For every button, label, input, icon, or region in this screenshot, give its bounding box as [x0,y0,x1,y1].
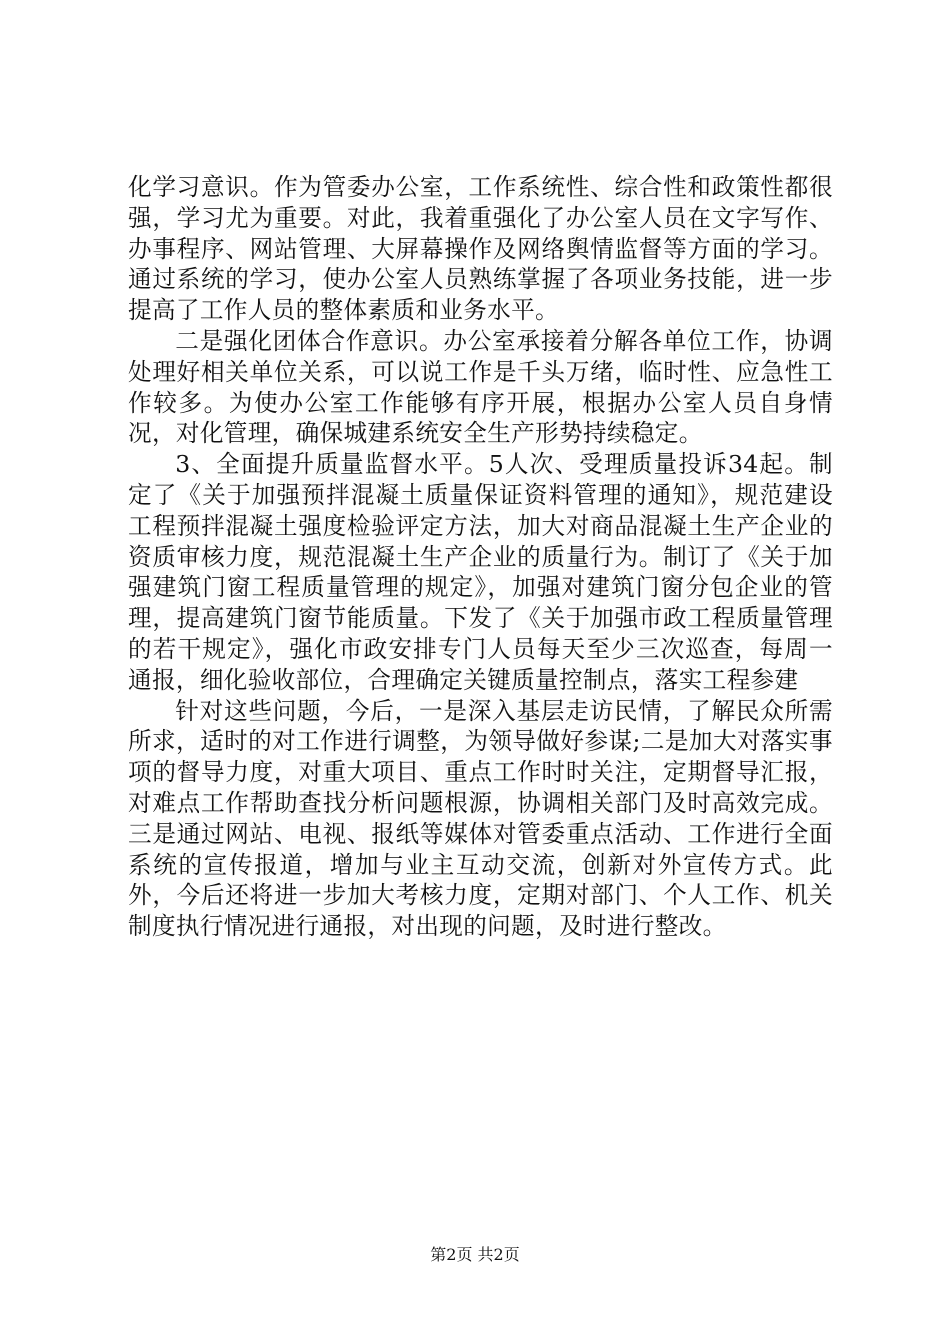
paragraph-study-awareness: 化学习意识。作为管委办公室，工作系统性、综合性和政策性都很强，学习尤为重要。对此，我着重强化了办公室人员在文字写作、办事程序、网站管理、大屏幕操作及网络舆情监督等方面的学习。通过系统的学习，使办公室人员熟练掌握了各项业务技能，进一步提高了工作人员的整体素质和业务水平。 [128,173,833,325]
document-body [128,172,833,942]
paragraph-quality-supervision: 3、全面提升质量监督水平。5人次、受理质量投诉34起。制定了《关于加强预拌混凝土质量保证资料管理的通知》，规范建设工程预拌混凝土强度检验评定方法，加大对商品混凝土生产企业的资质审核力度，规范混凝土生产企业的质量行为。制订了《关于加强建筑门窗工程质量管理的规定》，加强对建筑门窗分包企业的管理，提高建筑门窗节能质量。下发了《关于加强市政工程质量管理的若干规定》，强化市政安排专门人员每天至少三次巡查，每周一通报，细化验收部位，合理确定关键质量控制点，落实工程参建 [128,450,833,694]
paragraph-future-measures: 针对这些问题，今后，一是深入基层走访民情，了解民众所需所求，适时的对工作进行调整，为领导做好参谋;二是加大对落实事项的督导力度，对重大项目、重点工作时时关注，定期督导汇报，对难点工作帮助查找分析问题根源，协调相关部门及时高效完成。三是通过网站、电视、报纸等媒体对管委重点活动、工作进行全面系统的宣传报道，增加与业主互动交流，创新对外宣传方式。此外，今后还将进一步加大考核力度，定期对部门、个人工作、机关制度执行情况进行通报，对出现的问题，及时进行整改。 [128,696,833,941]
page-number-footer: 第2页 共2页 [430,1245,520,1264]
paragraph-teamwork-awareness: 二是强化团体合作意识。办公室承接着分解各单位工作，协调处理好相关单位关系，可以说工作是千头万绪，临时性、应急性工作较多。为使办公室工作能够有序开展，根据办公室人员自身情况，对化管理，确保城建系统安全生产形势持续稳定。 [128,326,833,448]
